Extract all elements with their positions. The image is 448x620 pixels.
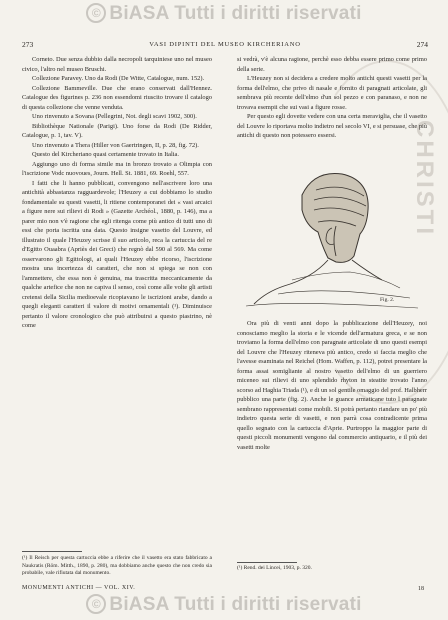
copyright-icon: © bbox=[86, 3, 106, 23]
paragraph: Uno rinvenuto a Sovana (Pellegrini, Not. degli scavi 1902, 300). bbox=[32, 113, 197, 120]
figure-helmet-relief bbox=[232, 160, 422, 310]
signature-line: MONUMENTI ANTICHI — VOL. XIV. bbox=[22, 585, 136, 591]
paragraph: Corneto. Due senza dubbio dalla necropoli tarquiniese uno nel museo civico, l'altro nel museo Bruschi. bbox=[22, 56, 212, 73]
footnote-rule-right bbox=[237, 562, 297, 563]
copyright-icon: © bbox=[86, 594, 106, 614]
figure-caption: Fig. 2. bbox=[380, 297, 395, 303]
right-column-bottom bbox=[237, 319, 427, 452]
paragraph: Collezione Paravey. Uno da Rodi (De Witte, Catalogue, num. 152). bbox=[32, 75, 205, 82]
watermark-top bbox=[0, 3, 448, 25]
watermark-vertical-text: CHRISTI bbox=[411, 120, 438, 237]
paragraph: Collezione Bammeville. Due che erano conservati dall'Hennez. Catalogue des figurines p. 236 non essendomi riuscito trovare il catalogo di questa collezione che venne venduta. bbox=[22, 84, 212, 111]
paragraph: I fatti che li hanno pubblicati, convengono nell'ascrivere loro una antichità abbastanza ragguardevole; l'Heuzey a cui dobbiamo lo studio fondamentale su questi vasetti, li ritiene contemporanei dei « vasi arcaici a figure nere sui rilievi di Rodi » (Gazette Archéol., 1880, p. 146), ma a parer mio non v'è ragione che egli ritenga come più antico di tutti uno di essi che porta iscritta una data. Questo insigne vasetto del Louvre, ed illustrato il quale l'Heuzey scrisse il suo articolo, reca la cartuccia del re d'Egitto Ouaabra (Apriès dei Greci) che regnò dal 590 al 569. Ma come osservarono gli Egittologi, ai quali l'Heuzey ebbe ricorso, l'iscrizione mostra una incertezza di caratteri, che non si spiega se non con l'ammettere, che essa non è genuina, ma trascritta meccanicamente da qualche artefice che non ne capiva il senso, così come alle volte gli artisti cretensi della Sicilia medioevale ricopiavano le iscrizioni arabe, dando a quegli eleganti caratteri il valore di motivi ornamentali (¹). Diminuisce pertanto il valore cronologico che può attribuirsi a questo piastrino, nè come bbox=[22, 179, 212, 329]
paragraph: Bibliothèque Nationale (Parigi). Uno forse da Rodi (De Ridder, Catalogue, p. 1, tav. V). bbox=[22, 122, 212, 139]
right-column-top bbox=[237, 55, 427, 141]
watermark-bottom bbox=[0, 594, 448, 616]
paragraph: Uno rinvenuto a Thera (Hiller von Gaertringen, II, p. 28, fig. 72). bbox=[32, 141, 199, 149]
paragraph: Per questo egli dovette vedere con una certa meraviglia, che il vasetto del Louvre lo riportava molto indietro nel secolo VI, e si persuase, che più antichi di questo non potessero essersi. bbox=[237, 113, 427, 139]
paragraph: Aggiungo uno di forma simile ma in bronzo trovato a Olimpia con l'iscrizione Vodc nuovoues, Journ. Hell. St. 1881, 69. Roehl, 557. bbox=[22, 160, 212, 177]
left-column bbox=[22, 55, 212, 331]
sheet-number: 18 bbox=[418, 586, 424, 592]
footnote-right: (¹) Rend. dei Lincei, 1903, p. 320. bbox=[237, 565, 312, 571]
footnote-left: (¹) Il Reisch per questa cartuccia ebbe a riferire che il vasetto era stato fabbricato a Naukratis (Röm. Mitth., 1890, p. 280), ma dobbiamo anche questo che non credo sia probabile, vale rifiutata dal monumento. bbox=[22, 555, 212, 576]
paragraph: Questo del Kircheriano quasi certamente trovato in Italia. bbox=[32, 151, 179, 158]
paragraph: L'Heuzey non si decidera a credere molto antichi questi vasetti per la forma dell'elmo, che privo di nasale e fornito di paragnati articolate, gli sembrava più recente dell'elmo d'un sol pezzo e con paranaso, e non ne trovava esempii che sui vasi a figure rosse. bbox=[237, 75, 427, 111]
running-title: VASI DIPINTI DEL MUSEO KIRCHERIANO bbox=[149, 41, 301, 48]
page-number-right: 274 bbox=[416, 40, 428, 49]
watermark-top-text: BiASA Tutti i diritti riservati bbox=[109, 3, 362, 24]
watermark-bottom-text: BiASA Tutti i diritti riservati bbox=[109, 594, 362, 615]
paragraph: si vedrà, v'è alcuna ragione, perchè esso debba essere primo come primo della serie. bbox=[237, 56, 427, 73]
paragraph: Ora più di venti anni dopo la pubblicazione dell'Heuzey, noi conosciamo meglio la storia e le vicende dell'armatura greca, e se non troviamo la forma dell'elmo con paragnate articolate di uno questi esempi del Louvre che l'Heuzey riteneva più antico, credo si faccia meglio che l'avesse esaminata nel Reichel (Hom. Waffen, p. 112), potrei presentare la forma assai somigliante al nostro vasetto dell'elmo di un guerriero miceneo sui rilievi di uno splendido rhyton in steatite trovato l'anno scorso ad Haghia Triada (¹), e di un sol gentile omaggio del prof. Halbherr pubblico una parte (fig. 2). Anche le guance armaticane tuto l paragnate sembrano rappresentati come mobili. Si potrà pertanto riandare un po' più indietro questa serie di vasetti, e non parrà cosa contradicente prima quello segnato con la cartuccia d'Aprie. Purtroppo la maggior parte di questi piccoli monumenti vengono dal commercio antiquario, e il più dei vasetti molte bbox=[237, 320, 427, 451]
footnote-rule-left bbox=[22, 551, 82, 552]
page-number-left: 273 bbox=[22, 40, 34, 49]
running-header bbox=[22, 40, 428, 52]
